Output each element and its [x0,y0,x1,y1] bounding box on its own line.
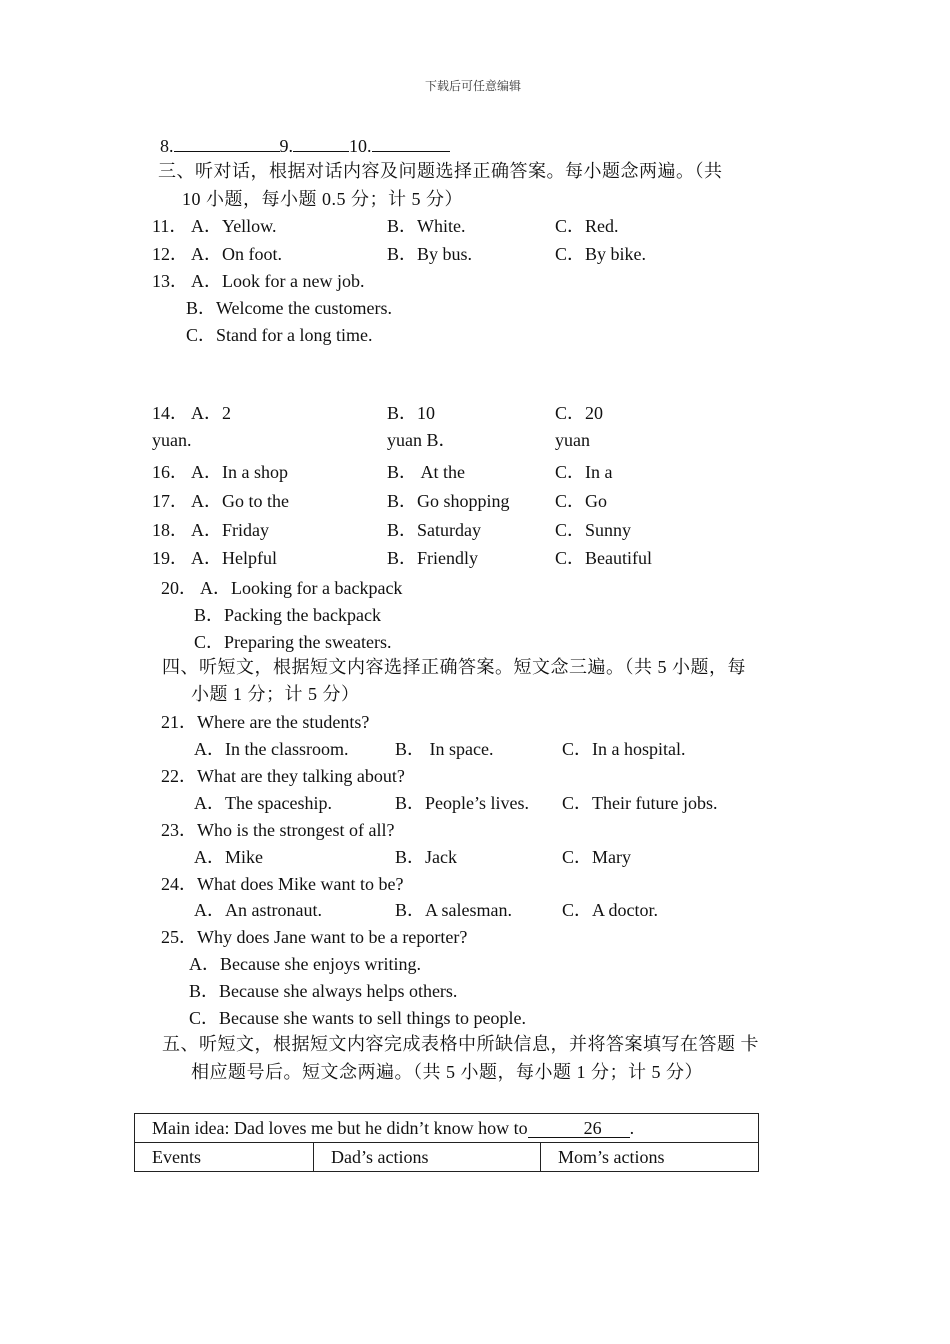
question-number: 17． [152,491,188,511]
section5-instructions-line2: 相应题号后。短文念两遍。（共 5 小题，每小题 1 分；计 5 分） [191,1062,703,1082]
blank-10[interactable] [372,135,450,152]
answer-blank-26[interactable]: 26 [528,1119,630,1138]
option-a-continued: yuan. [152,430,192,450]
column-header-dads-actions: Dad’s actions [314,1143,541,1172]
option-b: B．Because she always helps others. [189,981,458,1001]
question-stem: 24．What does Mike want to be? [161,874,404,894]
option-b: B．People’s lives. [395,793,529,813]
option-c: C．Because she wants to sell things to people. [189,1008,526,1028]
table-header-row [135,1143,759,1172]
section5-instructions-line1: 五、听短文，根据短文内容完成表格中所缺信息，并将答案填写在答题 卡 [162,1034,759,1054]
main-idea-period: . [629,1117,635,1138]
section3-instructions-line1: 三、听对话，根据对话内容及问题选择正确答案。每小题念两遍。（共 [158,161,723,181]
main-idea-row [135,1114,759,1143]
option-c: C．20 [555,403,604,423]
main-idea-cell [135,1114,759,1143]
option-b: B．10 [387,403,436,423]
option-b: B．A salesman. [395,900,512,920]
option-a: A．In the classroom. [194,739,349,759]
option-c: C．By bike. [555,244,647,264]
question-number: 16． [152,462,188,482]
section4-instructions-line2: 小题 1 分；计 5 分） [191,684,360,704]
blank-8[interactable] [174,135,280,152]
option-a: A．The spaceship. [194,793,332,813]
blank-9[interactable] [293,135,349,152]
option-c: C．Beautiful [555,548,652,568]
question-number: 12． [152,244,188,264]
option-c: C．Mary [562,847,631,867]
option-a: A．Helpful [191,548,277,568]
option-c: C．A doctor. [562,900,659,920]
option-b: B． At the [387,462,466,482]
page-header-note: 下载后可任意编辑 [425,79,522,93]
section4-instructions-line1: 四、听短文，根据短文内容选择正确答案。短文念三遍。（共 5 小题，每 [162,657,746,677]
option-a: A．Looking for a backpack [200,578,403,598]
option-b: B．Friendly [387,548,479,568]
question-number: 20． [161,578,197,598]
option-a: A．Friday [191,520,269,540]
option-a: A．On foot. [191,244,282,264]
answer-blanks-8-10 [160,135,450,155]
section3-instructions-line2: 10 小题，每小题 0.5 分；计 5 分） [182,189,463,209]
question-number: 13． [152,271,188,291]
info-table [134,1113,759,1172]
option-b: B．By bus. [387,244,473,264]
option-a: A．An astronaut. [194,900,322,920]
option-b: B．Jack [395,847,457,867]
option-a: A．2 [191,403,231,423]
question-number: 14． [152,403,188,423]
blank-label-8: 8. [160,136,174,156]
option-b: B．Saturday [387,520,481,540]
option-c: C．Sunny [555,520,632,540]
main-idea-text: Main idea: Dad loves me but he didn’t know how to [152,1117,528,1138]
option-b: B．Welcome the customers. [186,298,392,318]
question-stem: 25．Why does Jane want to be a reporter? [161,927,468,947]
option-a: A．Because she enjoys writing. [189,954,421,974]
option-b-continued: yuan B． [387,430,457,450]
question-stem: 22．What are they talking about? [161,766,405,786]
option-a: A．Look for a new job. [191,271,365,291]
question-number: 11． [152,216,188,236]
option-b: B． In space. [395,739,494,759]
option-a: A．In a shop [191,462,288,482]
question-number: 18． [152,520,188,540]
option-c: C．In a [555,462,613,482]
blank-label-10: 10. [349,136,372,156]
option-b: B．White. [387,216,466,236]
option-a: A．Yellow. [191,216,277,236]
question-number: 19． [152,548,188,568]
question-stem: 21．Where are the students? [161,712,370,732]
option-c: C．Preparing the sweaters. [194,632,392,652]
option-b: B．Packing the backpack [194,605,381,625]
option-c: C．In a hospital. [562,739,686,759]
option-b: B．Go shopping [387,491,510,511]
option-c: C．Go [555,491,608,511]
option-c-continued: yuan [555,430,590,450]
column-header-events: Events [135,1143,314,1172]
option-a: A．Mike [194,847,263,867]
option-c: C．Red. [555,216,619,236]
option-a: A．Go to the [191,491,289,511]
column-header-moms-actions: Mom’s actions [541,1143,759,1172]
option-c: C．Stand for a long time. [186,325,373,345]
blank-label-9: 9. [279,136,293,156]
option-c: C．Their future jobs. [562,793,718,813]
question-stem: 23．Who is the strongest of all? [161,820,395,840]
